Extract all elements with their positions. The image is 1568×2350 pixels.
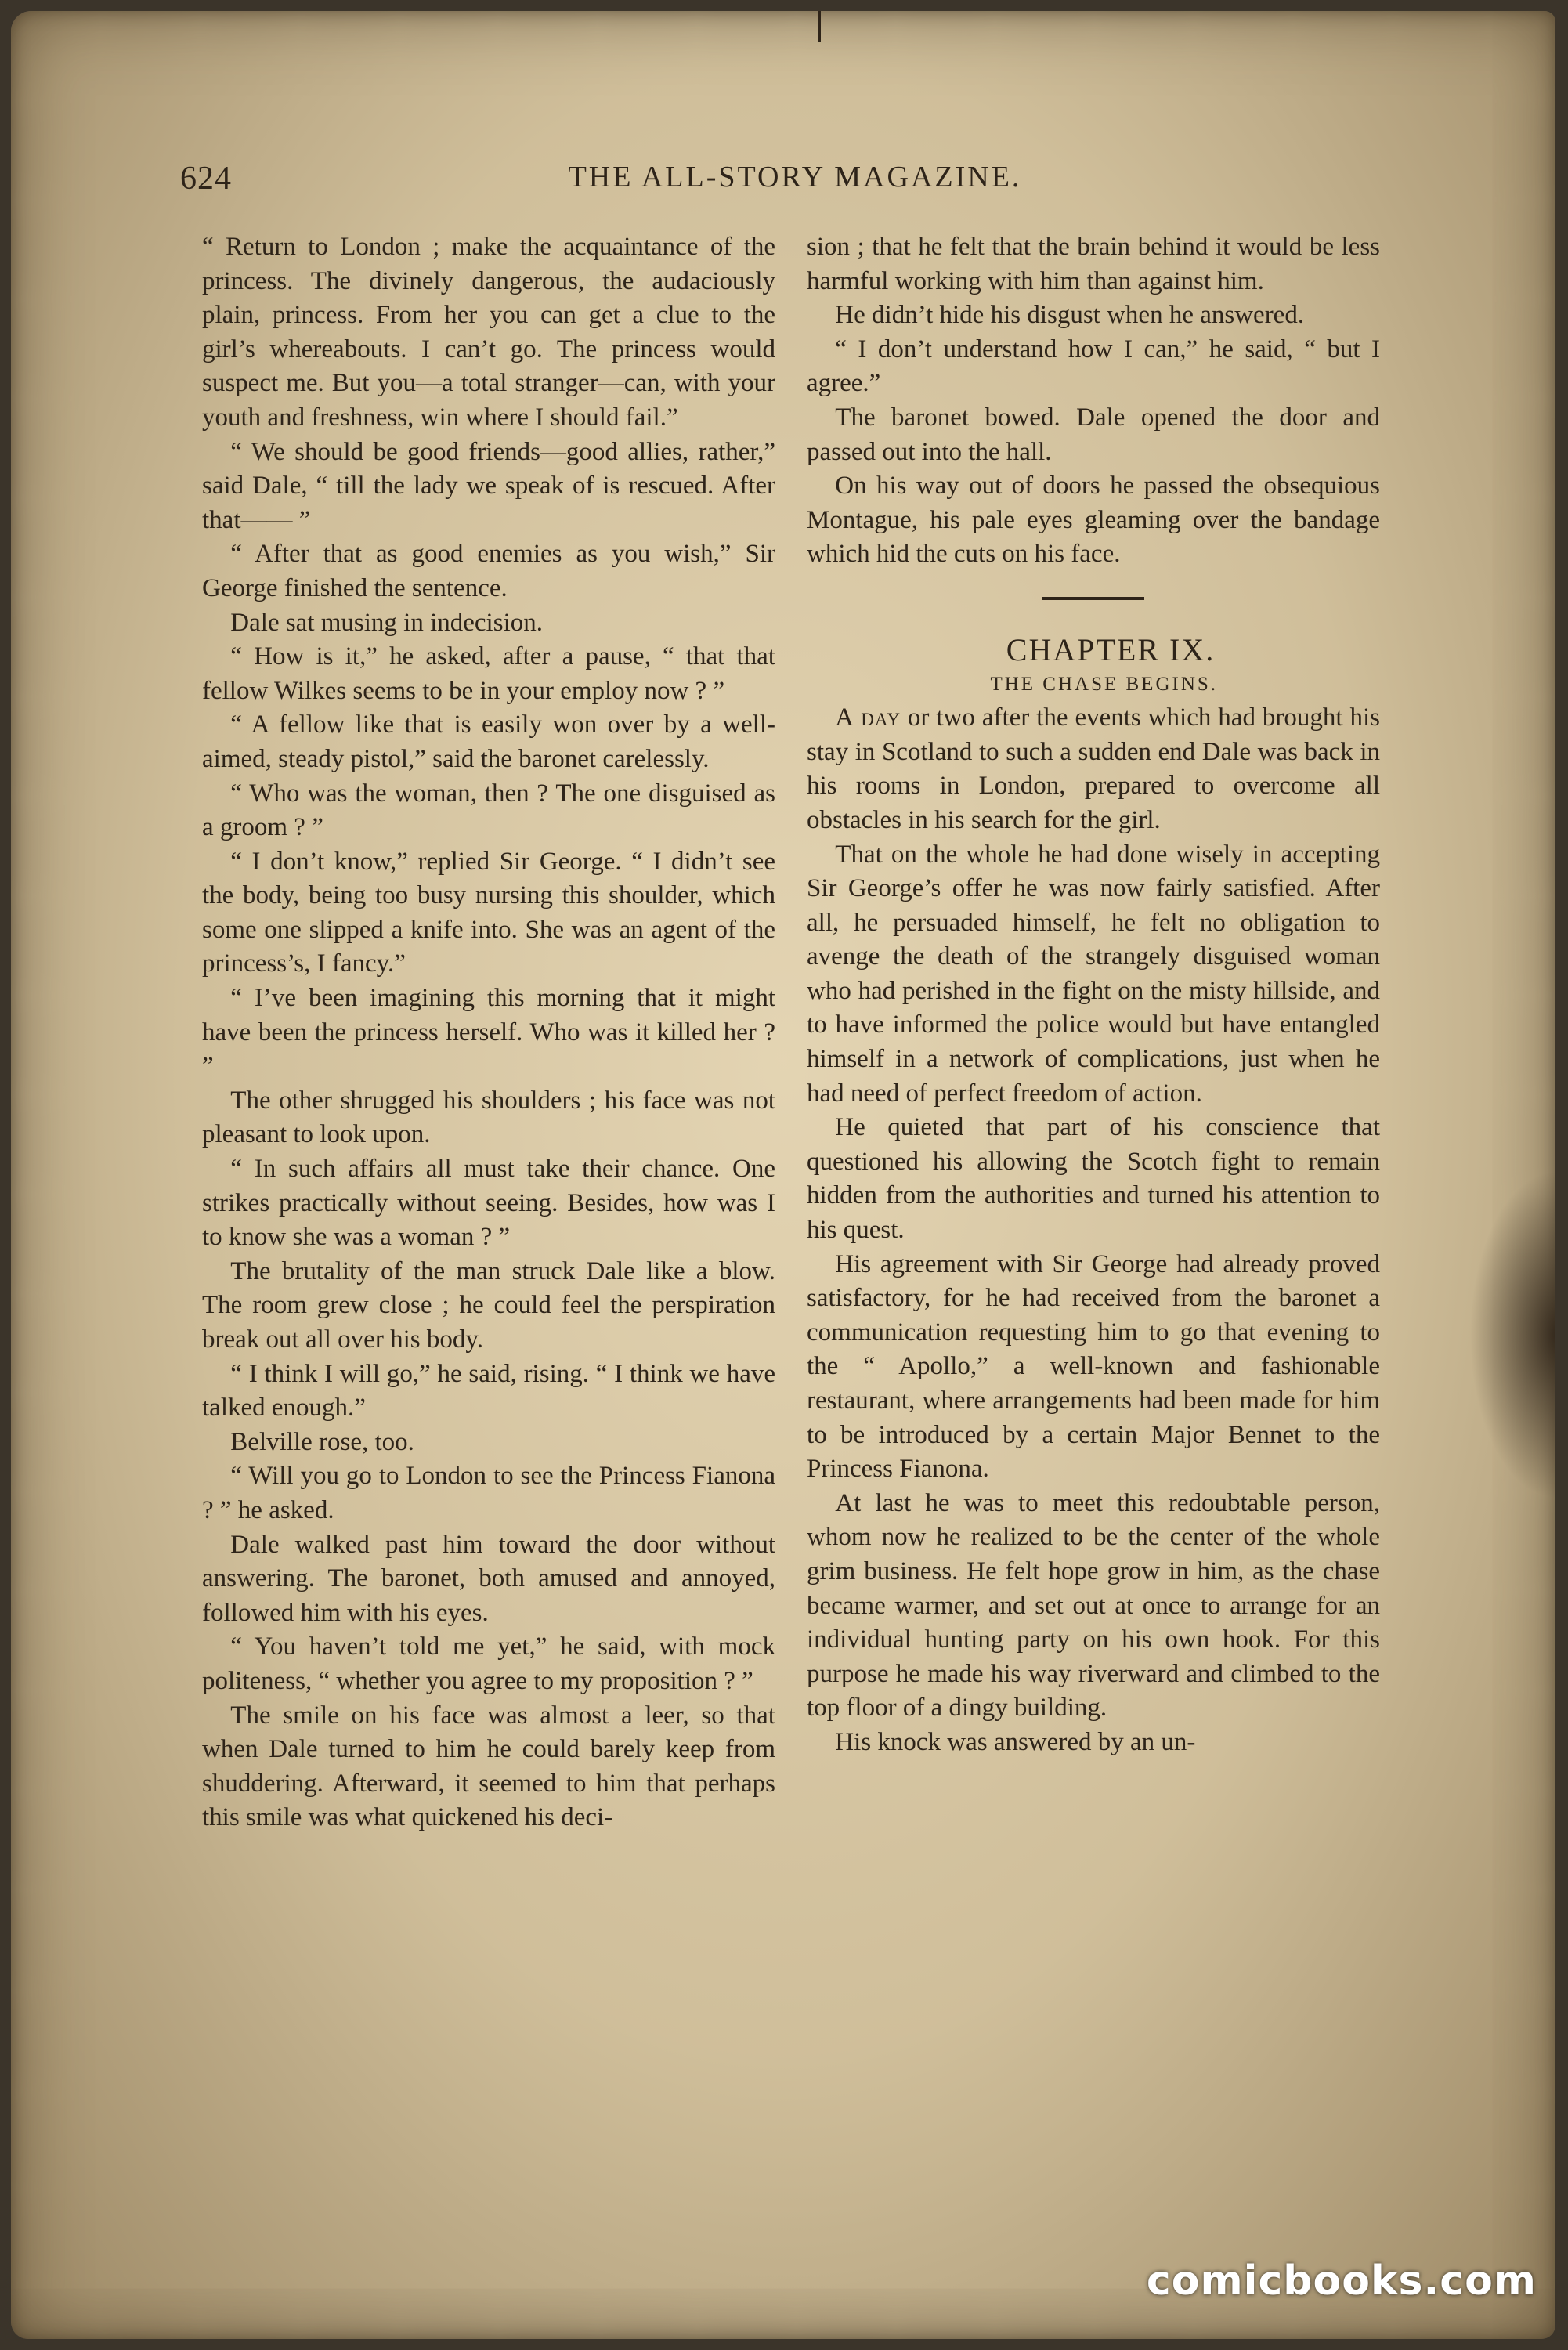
opening-text: or two after the events which had brought his stay in Scotland to such a sudden end Dale was back in his rooms in London, prepared to overcome all obstacles in his search for the girl.	[807, 703, 1381, 834]
paragraph: His agreement with Sir George had already proved satisfactory, for he had received from the baronet a communication requesting him to go that evening to the “ Apollo,” a well-known and fashionable restaurant, where arrangements had been made for him to be introduced by a certain Major Bennet to the Princess Fianona.	[807, 1249, 1380, 1484]
paragraph: On his way out of doors he passed the obsequious Montague, his pale eyes gleaming over the bandage which hid the cuts on his face.	[807, 472, 1380, 569]
binding-mark	[818, 11, 821, 42]
paragraph: Dale sat musing in indecision.	[230, 608, 543, 637]
page-header	[180, 160, 1410, 207]
paragraph: At last he was to meet this redoubtable person, whom now he realized to be the center of the whole grim business. He felt hope grow in him, as the chase became warmer, and set out at once to arrange for an individual hunting party on his own hook. For this purpose he made his way riverward and climbed to the top floor of a dingy building.	[807, 1488, 1380, 1723]
paragraph: “ You haven’t told me yet,” he said, with mock politeness, “ whether you agree to my proposition ? ”	[202, 1632, 775, 1695]
paragraph: “ How is it,” he asked, after a pause, “ that that fellow Wilkes seems to be in your employ now ? ”	[202, 642, 775, 705]
paragraph: “ Return to London ; make the acquaintance of the princess. The divinely dangerous, the audaciously plain, princess. From her you can get a clue to the girl’s whereabouts. I can’t go. The princess would suspect me. But you—a total stranger—can, with your youth and freshness, win where I should fail.”	[202, 233, 775, 432]
paragraph: “ We should be good friends—good allies, rather,” said Dale, “ till the lady we speak of is rescued. After that—— ”	[202, 437, 775, 534]
chapter-heading: CHAPTER IX.	[1006, 631, 1216, 667]
page-edge-damage	[1469, 1170, 1555, 1499]
section-divider	[1042, 597, 1144, 600]
paragraph: “ I think I will go,” he said, rising. “ I think we have talked enough.”	[202, 1359, 775, 1423]
chapter-subtitle: THE CHASE BEGINS.	[990, 673, 1219, 695]
paragraph: Belville rose, too.	[230, 1427, 414, 1456]
drop-word: A day	[835, 703, 901, 732]
paragraph: He didn’t hide his disgust when he answered.	[835, 301, 1305, 330]
paragraph: “ In such affairs all must take their chance. One strikes practically without seeing. Besides, how was I to know she was a woman ? ”	[202, 1155, 775, 1252]
paragraph: “ I don’t understand how I can,” he said, “ but I agree.”	[807, 334, 1380, 398]
paragraph: “ Who was the woman, then ? The one disguised as a groom ? ”	[202, 779, 775, 842]
paragraph: The smile on his face was almost a leer, so that when Dale turned to him he could barely keep from shuddering. Afterward, it seemed to him that perhaps this smile was what quickened his deci-	[202, 1701, 775, 1832]
site-watermark: comicbooks.com	[1146, 2258, 1537, 2305]
paragraph: “ A fellow like that is easily won over by a well-aimed, steady pistol,” said the baronet carelessly.	[202, 710, 775, 773]
paragraph: “ I’ve been imagining this morning that it might have been the princess herself. Who was it killed her ? ”	[202, 984, 775, 1081]
magazine-page	[11, 11, 1555, 2339]
paragraph: “ Will you go to London to see the Princess Fianona ? ” he asked.	[202, 1462, 775, 1524]
right-column	[807, 230, 1380, 1760]
paragraph: sion ; that he felt that the brain behind it would be less harmful working with him than against him.	[807, 233, 1380, 295]
paragraph: The other shrugged his shoulders ; his face was not pleasant to look upon.	[202, 1086, 775, 1149]
paragraph: The baronet bowed. Dale opened the door and passed out into the hall.	[807, 403, 1380, 466]
left-column	[202, 230, 775, 1835]
paragraph: Dale walked past him toward the door without answering. The baronet, both amused and annoyed, followed him with his eyes.	[202, 1530, 775, 1627]
paragraph: He quieted that part of his conscience that questioned his allowing the Scotch fight to remain hidden from the authorities and turned his attention to his quest.	[807, 1113, 1380, 1245]
page-number: 624	[180, 161, 232, 197]
paragraph: “ After that as good enemies as you wish,” Sir George finished the sentence.	[202, 540, 775, 602]
paragraph: His knock was answered by an un-	[835, 1727, 1196, 1756]
paragraph: That on the whole he had done wisely in accepting Sir George’s offer he was now fairly satisfied. After all, he persuaded himself, he felt no obligation to avenge the death of the strangely disguised woman who had perished in the fight on the misty hillside, and to have informed the police would but have entangled himself in a network of complications, just when he had need of perfect freedom of action.	[807, 840, 1380, 1108]
running-title: THE ALL-STORY MAGAZINE.	[568, 161, 1022, 193]
paragraph: The brutality of the man struck Dale like a blow. The room grew close ; he could feel the perspiration break out all over his body.	[202, 1256, 775, 1354]
chapter-opening-paragraph	[807, 701, 1380, 837]
paragraph: “ I don’t know,” replied Sir George. “ I didn’t see the body, being too busy nursing this shoulder, which some one slipped a knife into. She was an agent of the princess’s, I fancy.”	[202, 847, 775, 978]
